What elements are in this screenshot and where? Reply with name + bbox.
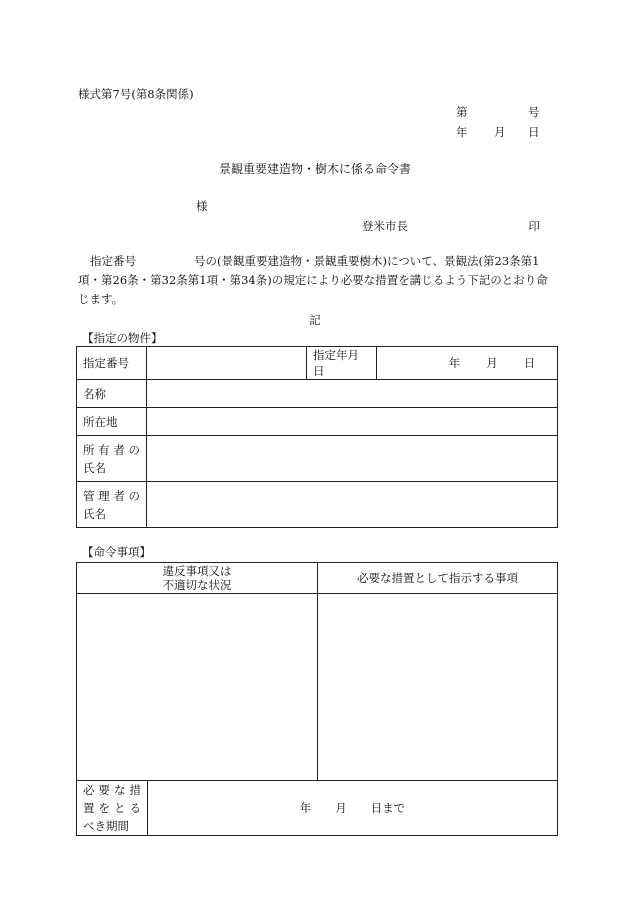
order-body-text [78,252,556,309]
order-items-heading: 【命令事項】 [82,545,151,559]
order-items-table [76,562,558,836]
measures-label: 必要な措置として指示する事項 [318,563,558,594]
location-value[interactable] [147,408,558,436]
period-value[interactable]: 年 月 日まで [148,781,558,836]
manager-label: 管理者の 氏名 [77,482,147,528]
issue-month: 月 [494,125,506,139]
number-go: 号 [528,105,540,119]
body-part1: 指定番号 [90,254,136,268]
body-part2: 号の(景観重要建造物・景観重要樹木)について、景観法(第23条第1項・第26条・第32条第1項・第34条)の規定により必要な措置を講じるよう下記のとおり命じます。 [78,254,548,306]
issuer-name: 登米市長 [362,219,408,233]
designated-property-heading: 【指定の物件】 [82,331,163,345]
ki-heading: 記 [309,313,321,327]
issue-year: 年 [456,125,468,139]
name-value[interactable] [147,380,558,408]
violation-value[interactable] [77,594,318,781]
seal-mark: 印 [528,219,540,233]
location-label: 所在地 [77,408,147,436]
owner-label: 所有者の 氏名 [77,436,147,482]
owner-value[interactable] [147,436,558,482]
document-title: 景観重要建造物・樹木に係る命令書 [218,162,411,176]
number-dai: 第 [456,105,468,119]
designated-property-table [76,346,558,528]
violation-label: 違反事項又は 不適切な状況 [77,563,318,594]
period-label: 必要な措 置をとる べき期間 [77,781,148,836]
name-label: 名称 [77,380,147,408]
addressee-suffix: 様 [196,199,208,213]
designation-number-value[interactable] [147,347,307,380]
issue-day: 日 [528,125,540,139]
designation-date-label: 指定年月日 [307,347,377,380]
manager-value[interactable] [147,482,558,528]
form-number: 様式第7号(第8条関係) [78,87,194,101]
measures-value[interactable] [318,594,558,781]
designation-date-value[interactable]: 年 月 日 [377,347,558,380]
designation-number-label: 指定番号 [77,347,147,380]
